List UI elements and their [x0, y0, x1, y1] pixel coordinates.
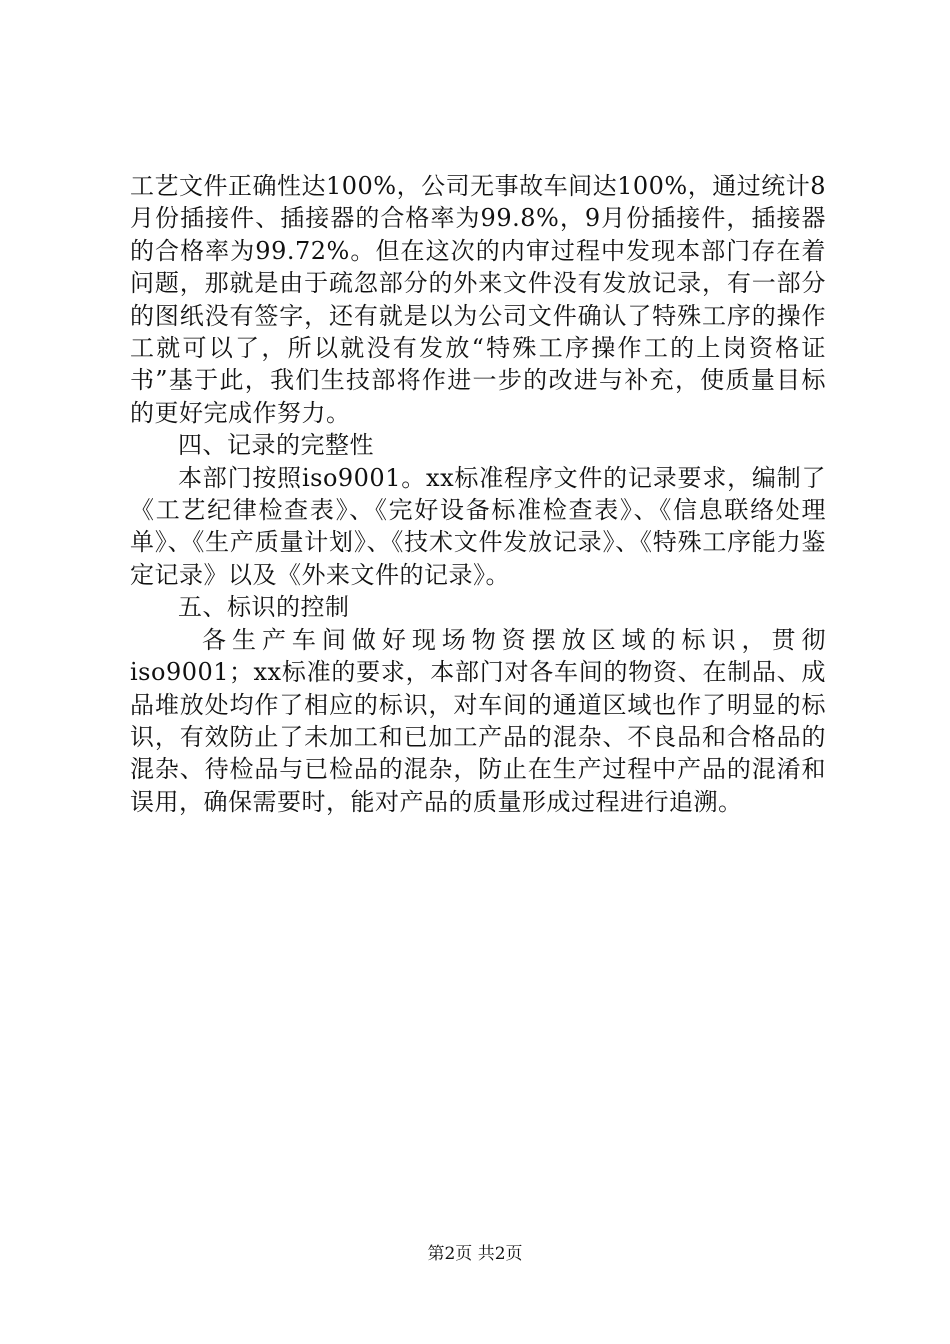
section-heading-record-integrity: 四、记录的完整性 [178, 431, 374, 460]
paragraph-record-integrity: 本部门按照iso9001。xx标准程序文件的记录要求，编制了《工艺纪律检查表》、《完好设备标准检查表》、《信息联络处理单》、《生产质量计划》、《技术文件发放记录》、《特殊工序能力鉴定记录》以及《外来文件的记录》。 [130, 463, 826, 589]
page-footer [0, 1244, 950, 1264]
page-number-label: 第2页 共2页 [427, 1244, 523, 1264]
paragraph-quality-results: 工艺文件正确性达100%，公司无事故车间达100%，通过统计8月份插接件、插接器的合格率为99.8%，9月份插接件，插接器的合格率为99.72%。但在这次的内审过程中发现本部门存在着问题，那就是由于疏忽部分的外来文件没有发放记录，有一部分的图纸没有签字，还有就是以为公司文件确认了特殊工序的操作工就可以了，所以就没有发放“特殊工序操作工的上岗资格证书”基于此，我们生技部将作进一步的改进与补充，使质量目标的更好完成作努力。 [130, 172, 826, 427]
document-body [130, 170, 826, 818]
section-heading-identification-control: 五、标识的控制 [178, 593, 350, 622]
paragraph-identification-control: 各生产车间做好现场物资摆放区域的标识，贯彻iso9001；xx标准的要求，本部门对各车间的物资、在制品、成品堆放处均作了相应的标识，对车间的通道区域也作了明显的标识，有效防止了未加工和已加工产品的混杂、不良品和合格品的混杂、待检品与已检品的混杂，防止在生产过程中产品的混淆和误用，确保需要时，能对产品的质量形成过程进行追溯。 [130, 625, 826, 816]
